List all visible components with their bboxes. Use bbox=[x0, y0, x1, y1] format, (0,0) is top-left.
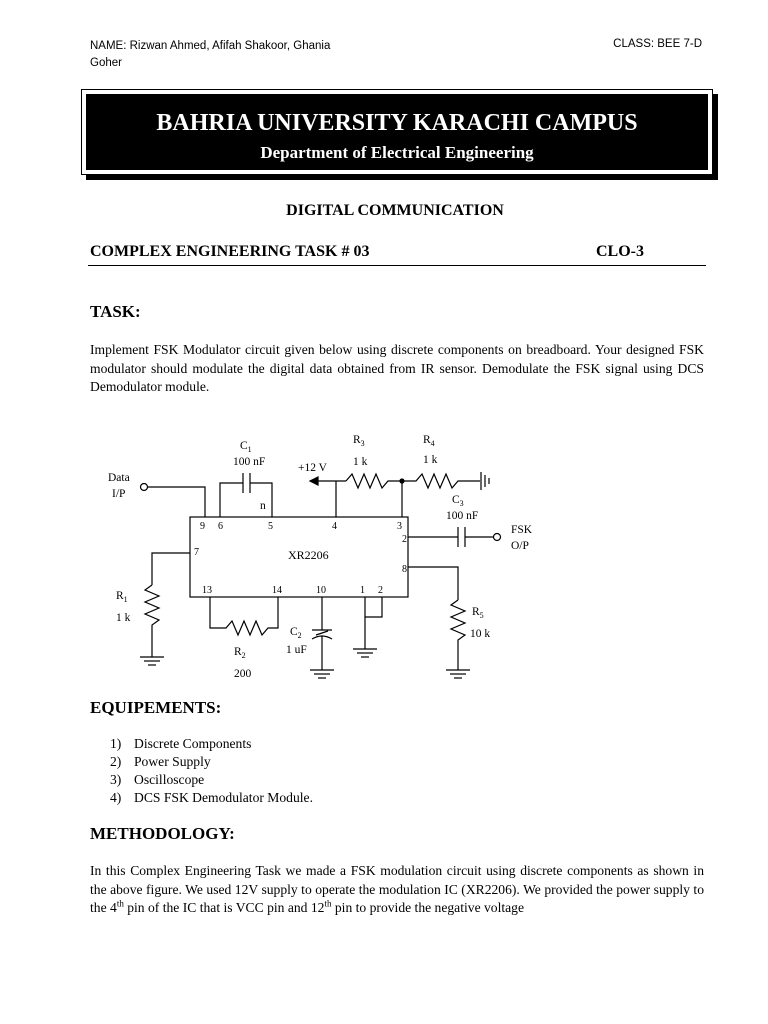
list-item: 3) Oscilloscope bbox=[110, 772, 205, 787]
data-in-line2: I/P bbox=[112, 488, 126, 500]
department-title: Department of Electrical Engineering bbox=[260, 143, 534, 162]
student-names-line2: Goher bbox=[90, 57, 122, 69]
svg-text:1: 1 bbox=[360, 585, 365, 596]
ic-name: XR2206 bbox=[288, 548, 329, 562]
methodology-heading: METHODOLOGY: bbox=[90, 824, 235, 843]
title-divider bbox=[88, 265, 706, 266]
r4-label: $R_4$ bbox=[423, 434, 435, 448]
svg-text:5: 5 bbox=[268, 521, 273, 532]
list-item: 2) Power Supply bbox=[110, 754, 211, 769]
svg-text:8: 8 bbox=[402, 564, 407, 575]
c1-mark: n bbox=[260, 500, 266, 512]
svg-text:2: 2 bbox=[378, 585, 383, 596]
svg-text:9: 9 bbox=[200, 521, 205, 532]
task-description: Implement FSK Modulator circuit given below using discrete components on breadboard. Your designed FSK modulator should modulate the digital data obtained from IR sensor. Demodulate the FSK signal using DCS Demodulator module. bbox=[90, 342, 704, 394]
list-item: 4) DCS FSK Demodulator Module. bbox=[110, 790, 313, 805]
student-names-line1: NAME: Rizwan Ahmed, Afifah Shakoor, Ghania bbox=[90, 40, 331, 52]
clo-label: CLO-3 bbox=[596, 243, 644, 260]
fsk-out-line1: FSK bbox=[511, 524, 533, 536]
svg-text:7: 7 bbox=[194, 547, 199, 558]
equipments-list bbox=[110, 735, 313, 807]
c2-label: $C_2$ bbox=[290, 626, 302, 640]
list-item: 1) Discrete Components bbox=[110, 736, 252, 751]
university-banner bbox=[81, 89, 713, 175]
methodology-text: In this Complex Engineering Task we made a FSK modulation circuit using discrete components as shown in the above figure. We used 12V supply to operate the modulation IC (XR2206). We provided the power supply to the 4th pin of the IC that is VCC pin and 12th pin to provide the negative voltage bbox=[90, 863, 704, 915]
r1-value: 1 k bbox=[116, 612, 131, 624]
svg-text:14: 14 bbox=[272, 585, 282, 596]
data-in-line1: Data bbox=[108, 472, 130, 484]
student-names bbox=[90, 38, 390, 72]
svg-text:6: 6 bbox=[218, 521, 223, 532]
supply-label: +12 V bbox=[298, 462, 327, 474]
r3-label: $R_3$ bbox=[353, 434, 365, 448]
task-title: COMPLEX ENGINEERING TASK # 03 bbox=[90, 243, 370, 260]
fsk-modulator-circuit bbox=[100, 425, 560, 695]
subject-title: DIGITAL COMMUNICATION bbox=[286, 202, 504, 219]
svg-text:3: 3 bbox=[397, 521, 402, 532]
r2-value: 200 bbox=[234, 668, 252, 680]
c3-label: $C_3$ bbox=[452, 494, 464, 508]
svg-text:2: 2 bbox=[402, 534, 407, 545]
task-heading: TASK: bbox=[90, 302, 141, 321]
r4-value: 1 k bbox=[423, 454, 438, 466]
class-label: CLASS: BEE 7-D bbox=[613, 38, 702, 50]
r5-label: $R_5$ bbox=[472, 606, 484, 620]
svg-text:13: 13 bbox=[202, 585, 212, 596]
svg-text:4: 4 bbox=[332, 521, 337, 532]
r1-label: $R_1$ bbox=[116, 590, 128, 604]
r2-label: $R_2$ bbox=[234, 646, 246, 660]
university-title: BAHRIA UNIVERSITY KARACHI CAMPUS bbox=[156, 110, 638, 136]
c1-label: $C_1$ bbox=[240, 440, 252, 454]
svg-text:10: 10 bbox=[316, 585, 326, 596]
r3-value: 1 k bbox=[353, 456, 368, 468]
fsk-out-line2: O/P bbox=[511, 540, 529, 552]
c1-value: 100 nF bbox=[233, 456, 266, 468]
c3-value: 100 nF bbox=[446, 510, 479, 522]
r5-value: 10 k bbox=[470, 628, 491, 640]
equipments-heading: EQUIPEMENTS: bbox=[90, 698, 222, 717]
c2-value: 1 uF bbox=[286, 644, 307, 656]
